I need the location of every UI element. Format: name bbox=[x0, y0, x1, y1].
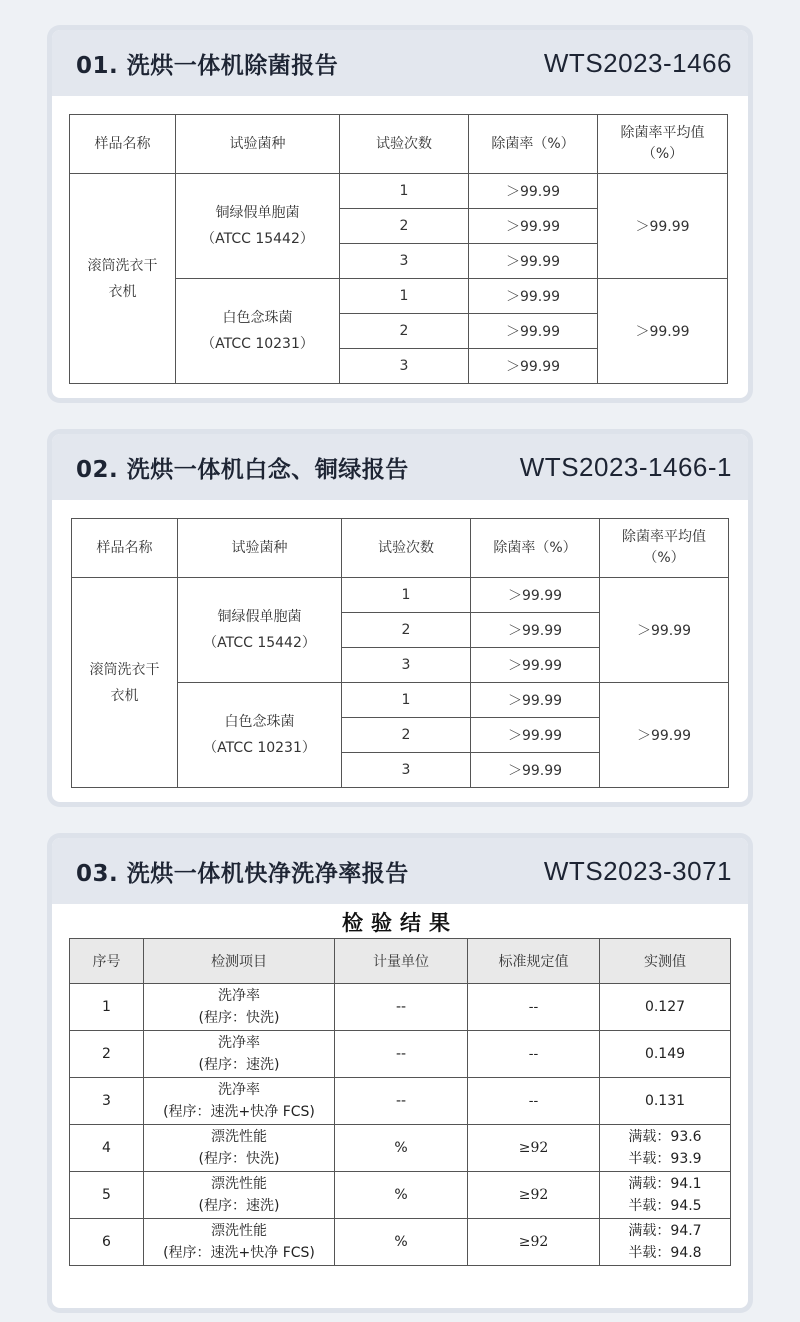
col-no: 序号 bbox=[70, 939, 144, 984]
table-header-row bbox=[70, 115, 728, 174]
col-standard: 标准规定值 bbox=[468, 939, 600, 984]
table-row bbox=[70, 1219, 731, 1266]
avg-value: ＞99.99 bbox=[598, 174, 728, 279]
row-unit: -- bbox=[335, 1078, 468, 1125]
run-number: 1 bbox=[342, 683, 471, 718]
col-sample: 样品名称 bbox=[72, 519, 178, 578]
report-card-1 bbox=[52, 30, 748, 398]
table-row bbox=[70, 1125, 731, 1172]
row-measured: 0.149 bbox=[600, 1031, 731, 1078]
col-rate: 除菌率（%） bbox=[471, 519, 600, 578]
report-code: WTS2023-1466-1 bbox=[519, 451, 732, 482]
strain-cell: 铜绿假单胞菌 （ATCC 15442） bbox=[176, 174, 340, 279]
run-number: 1 bbox=[340, 279, 469, 314]
results-caption: 检验结果 bbox=[342, 910, 458, 935]
report-card-3 bbox=[52, 838, 748, 1308]
table-row bbox=[70, 174, 728, 209]
rate-value: ＞99.99 bbox=[469, 279, 598, 314]
rate-value: ＞99.99 bbox=[469, 174, 598, 209]
report-code: WTS2023-1466 bbox=[543, 47, 732, 78]
row-item: 洗净率 (程序：快洗) bbox=[144, 984, 335, 1031]
run-number: 3 bbox=[342, 648, 471, 683]
col-strain: 试验菌种 bbox=[178, 519, 342, 578]
rate-value: ＞99.99 bbox=[471, 718, 600, 753]
rate-value: ＞99.99 bbox=[469, 314, 598, 349]
report-header bbox=[52, 434, 748, 500]
run-number: 3 bbox=[340, 349, 469, 384]
rate-value: ＞99.99 bbox=[471, 683, 600, 718]
sterilization-table bbox=[71, 518, 729, 788]
col-sample: 样品名称 bbox=[70, 115, 176, 174]
row-item: 洗净率 (程序：速洗) bbox=[144, 1031, 335, 1078]
row-item: 漂洗性能 (程序：速洗) bbox=[144, 1172, 335, 1219]
results-table bbox=[69, 938, 731, 1266]
sample-name: 滚筒洗衣干 衣机 bbox=[70, 174, 176, 384]
row-standard: -- bbox=[468, 1031, 600, 1078]
avg-value: ＞99.99 bbox=[600, 683, 729, 788]
table-row bbox=[72, 578, 729, 613]
sample-name: 滚筒洗衣干 衣机 bbox=[72, 578, 178, 788]
row-unit: % bbox=[335, 1172, 468, 1219]
rate-value: ＞99.99 bbox=[469, 244, 598, 279]
report-header bbox=[52, 30, 748, 96]
col-unit: 计量单位 bbox=[335, 939, 468, 984]
row-item: 洗净率 (程序：速洗+快净 FCS) bbox=[144, 1078, 335, 1125]
strain-cell: 铜绿假单胞菌 （ATCC 15442） bbox=[178, 578, 342, 683]
table-header-row bbox=[70, 939, 731, 984]
rate-value: ＞99.99 bbox=[471, 753, 600, 788]
row-standard: -- bbox=[468, 984, 600, 1031]
row-standard: ≥92 bbox=[468, 1172, 600, 1219]
row-standard: -- bbox=[468, 1078, 600, 1125]
row-no: 6 bbox=[70, 1219, 144, 1266]
col-avg: 除菌率平均值 （%） bbox=[600, 519, 729, 578]
row-no: 3 bbox=[70, 1078, 144, 1125]
run-number: 2 bbox=[340, 314, 469, 349]
run-number: 2 bbox=[342, 718, 471, 753]
avg-value: ＞99.99 bbox=[600, 578, 729, 683]
col-measured: 实测值 bbox=[600, 939, 731, 984]
avg-value: ＞99.99 bbox=[598, 279, 728, 384]
table-row bbox=[70, 1078, 731, 1125]
row-standard: ≥92 bbox=[468, 1219, 600, 1266]
row-no: 1 bbox=[70, 984, 144, 1031]
table-row bbox=[70, 984, 731, 1031]
rate-value: ＞99.99 bbox=[469, 349, 598, 384]
col-runs: 试验次数 bbox=[340, 115, 469, 174]
row-measured: 满载：94.7 半载：94.8 bbox=[600, 1219, 731, 1266]
run-number: 2 bbox=[340, 209, 469, 244]
sterilization-table bbox=[69, 114, 728, 384]
table-row bbox=[70, 1172, 731, 1219]
col-runs: 试验次数 bbox=[342, 519, 471, 578]
row-unit: % bbox=[335, 1125, 468, 1172]
run-number: 1 bbox=[340, 174, 469, 209]
report-card-2 bbox=[52, 434, 748, 802]
row-item: 漂洗性能 (程序：快洗) bbox=[144, 1125, 335, 1172]
run-number: 1 bbox=[342, 578, 471, 613]
row-no: 5 bbox=[70, 1172, 144, 1219]
row-item: 漂洗性能 (程序：速洗+快净 FCS) bbox=[144, 1219, 335, 1266]
rate-value: ＞99.99 bbox=[469, 209, 598, 244]
rate-value: ＞99.99 bbox=[471, 578, 600, 613]
rate-value: ＞99.99 bbox=[471, 648, 600, 683]
row-unit: -- bbox=[335, 1031, 468, 1078]
row-no: 4 bbox=[70, 1125, 144, 1172]
col-item: 检测项目 bbox=[144, 939, 335, 984]
col-rate: 除菌率（%） bbox=[469, 115, 598, 174]
row-measured: 满载：93.6 半载：93.9 bbox=[600, 1125, 731, 1172]
run-number: 2 bbox=[342, 613, 471, 648]
report-title: 02. 洗烘一体机白念、铜绿报告 bbox=[76, 456, 409, 483]
table-row bbox=[70, 1031, 731, 1078]
row-measured: 满载：94.1 半载：94.5 bbox=[600, 1172, 731, 1219]
rate-value: ＞99.99 bbox=[471, 613, 600, 648]
run-number: 3 bbox=[342, 753, 471, 788]
row-no: 2 bbox=[70, 1031, 144, 1078]
row-unit: % bbox=[335, 1219, 468, 1266]
row-unit: -- bbox=[335, 984, 468, 1031]
report-code: WTS2023-3071 bbox=[543, 855, 732, 886]
run-number: 3 bbox=[340, 244, 469, 279]
report-title: 01. 洗烘一体机除菌报告 bbox=[76, 52, 339, 79]
strain-cell: 白色念珠菌 （ATCC 10231） bbox=[176, 279, 340, 384]
report-title: 03. 洗烘一体机快净洗净率报告 bbox=[76, 860, 409, 887]
row-measured: 0.131 bbox=[600, 1078, 731, 1125]
report-header bbox=[52, 838, 748, 904]
strain-cell: 白色念珠菌 （ATCC 10231） bbox=[178, 683, 342, 788]
col-avg: 除菌率平均值 （%） bbox=[598, 115, 728, 174]
row-standard: ≥92 bbox=[468, 1125, 600, 1172]
row-measured: 0.127 bbox=[600, 984, 731, 1031]
col-strain: 试验菌种 bbox=[176, 115, 340, 174]
table-header-row bbox=[72, 519, 729, 578]
